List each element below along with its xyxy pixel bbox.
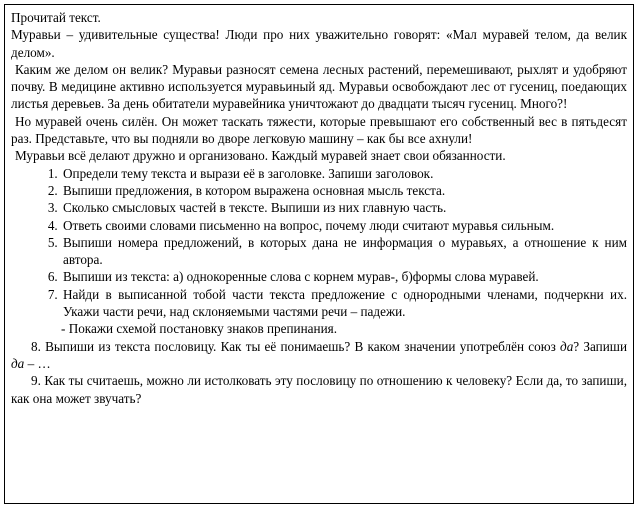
task-item: 7. Найди в выписанной тобой части текста предложение с однородными членами, подчеркни их. Укажи части речи, над склоняемыми частями речи – падежи. bbox=[61, 286, 627, 321]
paragraph-4: Муравьи всё делают дружно и организовано. Каждый муравей знает свои обязанности. bbox=[15, 148, 506, 164]
paragraph-3: Но муравей очень силён. Он может таскать тяжести, которые превышают его собственный вес в пятьдесят раз. Представьте, что вы подняли во дворе легковую машину – как бы все ахнули! bbox=[11, 113, 627, 147]
task-8-word: да bbox=[11, 355, 25, 371]
task-item: 6. Выпиши из текста: а) однокоренные слова с корнем мурав-, б)формы слова муравей. bbox=[61, 268, 627, 285]
task-8-text: – … bbox=[24, 355, 51, 371]
task-item: 3. Сколько смысловых частей в тексте. Выпиши из них главную часть. bbox=[61, 199, 627, 216]
task-item: 5. Выпиши номера предложений, в которых дана не информация о муравьях, а отношение к ним автора. bbox=[61, 234, 627, 269]
task-item: 2. Выпиши предложения, в котором выражена основная мысль текста. bbox=[61, 182, 627, 199]
paragraph-1: Муравьи – удивительные существа! Люди про них уважительно говорят: «Мал муравей телом, да велик делом». bbox=[11, 27, 627, 60]
heading: Прочитай текст. bbox=[11, 10, 101, 25]
exercise-box bbox=[4, 4, 634, 504]
task-item: 4. Ответь своими словами письменно на вопрос, почему люди считают муравья сильным. bbox=[61, 217, 627, 234]
task-8-text: 8. Выпиши из текста пословицу. Как ты её понимаешь? В каком значении употреблён союз bbox=[31, 338, 561, 354]
task-9: 9. Как ты считаешь, можно ли истолковать эту пословицу по отношению к человеку? Если да, то запиши, как она может звучать? bbox=[11, 373, 627, 406]
task-list bbox=[11, 165, 627, 321]
task-8-word: да bbox=[560, 338, 574, 354]
paragraph-2: Каким же делом он велик? Муравьи разносят семена лесных растений, перемешивают, рыхлят и удобряют почву. В медицине активно используется муравьиный яд. Муравьи освобождают лес от гусениц, поедающих листья деревьев. За день обитатели муравейника уничтожают до двадцати тысяч гусениц. Много?! bbox=[11, 61, 627, 112]
task-7-note: - Покажи схемой постановку знаков препинания. bbox=[61, 321, 338, 337]
task-8-text: ? Запиши bbox=[573, 338, 628, 354]
task-item: 1. Определи тему текста и вырази её в заголовке. Запиши заголовок. bbox=[61, 165, 627, 182]
task-8 bbox=[11, 338, 627, 373]
